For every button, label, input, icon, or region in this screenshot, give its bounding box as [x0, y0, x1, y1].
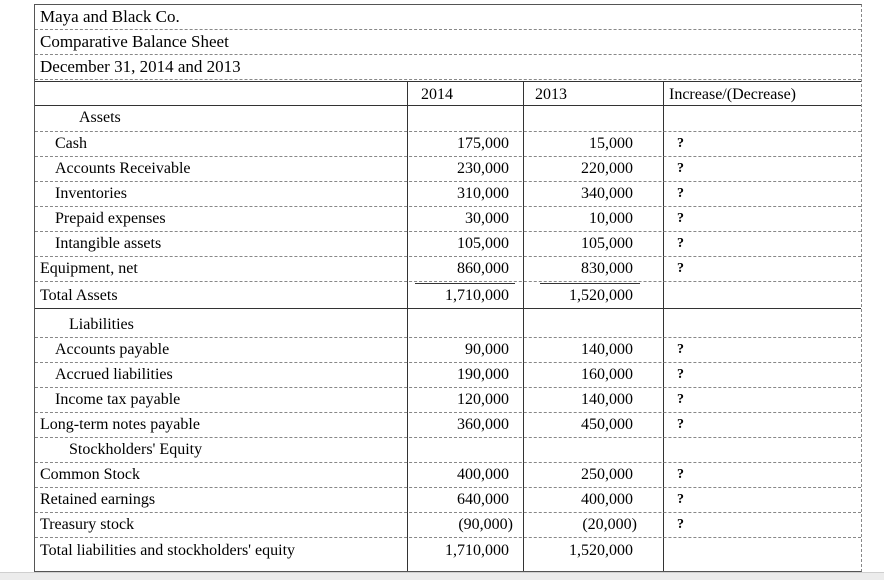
row-value-2014: 310,000 [457, 185, 509, 202]
row-value-2013: (20,000) [582, 516, 637, 533]
column-rule-2014 [407, 81, 408, 571]
row-change: ? [677, 261, 684, 276]
row-change: ? [677, 517, 684, 532]
row-label: Treasury stock [40, 516, 135, 533]
row-change: ? [677, 392, 684, 407]
row-change: ? [677, 236, 684, 251]
row-change: ? [677, 211, 684, 226]
row-value-2013: 220,000 [581, 160, 633, 177]
row-label: Long-term notes payable [40, 416, 200, 433]
row-value-2013: 830,000 [581, 260, 633, 277]
row-value-2013: 105,000 [581, 235, 633, 252]
column-rule-change [663, 81, 664, 571]
row-value-2013: 250,000 [581, 466, 633, 483]
row-value-2013: 140,000 [581, 391, 633, 408]
row-change: ? [677, 467, 684, 482]
column-header-2013: 2013 [535, 86, 567, 103]
row-label: Total Assets [40, 287, 118, 304]
row-change: ? [677, 492, 684, 507]
row-value-2013: 450,000 [581, 416, 633, 433]
row-label: Prepaid expenses [55, 210, 166, 227]
row-label: Retained earnings [40, 491, 156, 508]
balance-sheet [34, 4, 862, 572]
row-change: ? [677, 186, 684, 201]
row-value-2014: 30,000 [465, 210, 509, 227]
row-label: Equipment, net [40, 260, 138, 277]
row-value-2014: 640,000 [457, 491, 509, 508]
row-value-2014: 860,000 [457, 260, 509, 277]
row-value-2014: 1,710,000 [445, 287, 509, 304]
row-value-2014: 105,000 [457, 235, 509, 252]
row-value-2013: 400,000 [581, 491, 633, 508]
row-value-2013: 15,000 [589, 135, 633, 152]
row-value-2013: 340,000 [581, 185, 633, 202]
row-value-2014: 400,000 [457, 466, 509, 483]
row-value-2014: 1,710,000 [445, 542, 509, 559]
section-equity: Stockholders' Equity [69, 441, 203, 458]
row-value-2013: 10,000 [589, 210, 633, 227]
section-liabilities: Liabilities [69, 316, 134, 333]
header-top-rule [35, 81, 861, 82]
statement-period: December 31, 2014 and 2013 [35, 55, 861, 80]
row-change: ? [677, 417, 684, 432]
header-bottom-rule [35, 105, 861, 106]
row-label: Common Stock [40, 466, 141, 483]
column-header-2014: 2014 [421, 86, 453, 103]
row-value-2013: 1,520,000 [569, 542, 633, 559]
row-label: Income tax payable [55, 391, 181, 408]
column-header-change: Increase/(Decrease) [669, 86, 797, 103]
row-value-2014: (90,000) [458, 516, 513, 533]
row-change: ? [677, 342, 684, 357]
column-rule-2013 [523, 81, 524, 571]
statement-title: Comparative Balance Sheet [35, 30, 861, 55]
row-value-2014: 90,000 [465, 341, 509, 358]
row-change: ? [677, 136, 684, 151]
row-change: ? [677, 161, 684, 176]
row-label: Intangible assets [55, 235, 162, 252]
section-assets: Assets [79, 109, 121, 126]
row-value-2013: 1,520,000 [569, 287, 633, 304]
row-label: Total liabilities and stockholders' equity [40, 542, 296, 559]
row-value-2014: 175,000 [457, 135, 509, 152]
row-value-2014: 230,000 [457, 160, 509, 177]
row-value-2014: 120,000 [457, 391, 509, 408]
row-value-2014: 190,000 [457, 366, 509, 383]
row-label: Accrued liabilities [55, 366, 173, 383]
row-value-2014: 360,000 [457, 416, 509, 433]
row-label: Accounts payable [55, 341, 170, 358]
row-value-2013: 160,000 [581, 366, 633, 383]
row-label: Accounts Receivable [55, 160, 191, 177]
row-label: Cash [55, 135, 87, 152]
company-name: Maya and Black Co. [35, 5, 861, 30]
row-value-2013: 140,000 [581, 341, 633, 358]
row-label: Inventories [55, 185, 127, 202]
row-change: ? [677, 367, 684, 382]
